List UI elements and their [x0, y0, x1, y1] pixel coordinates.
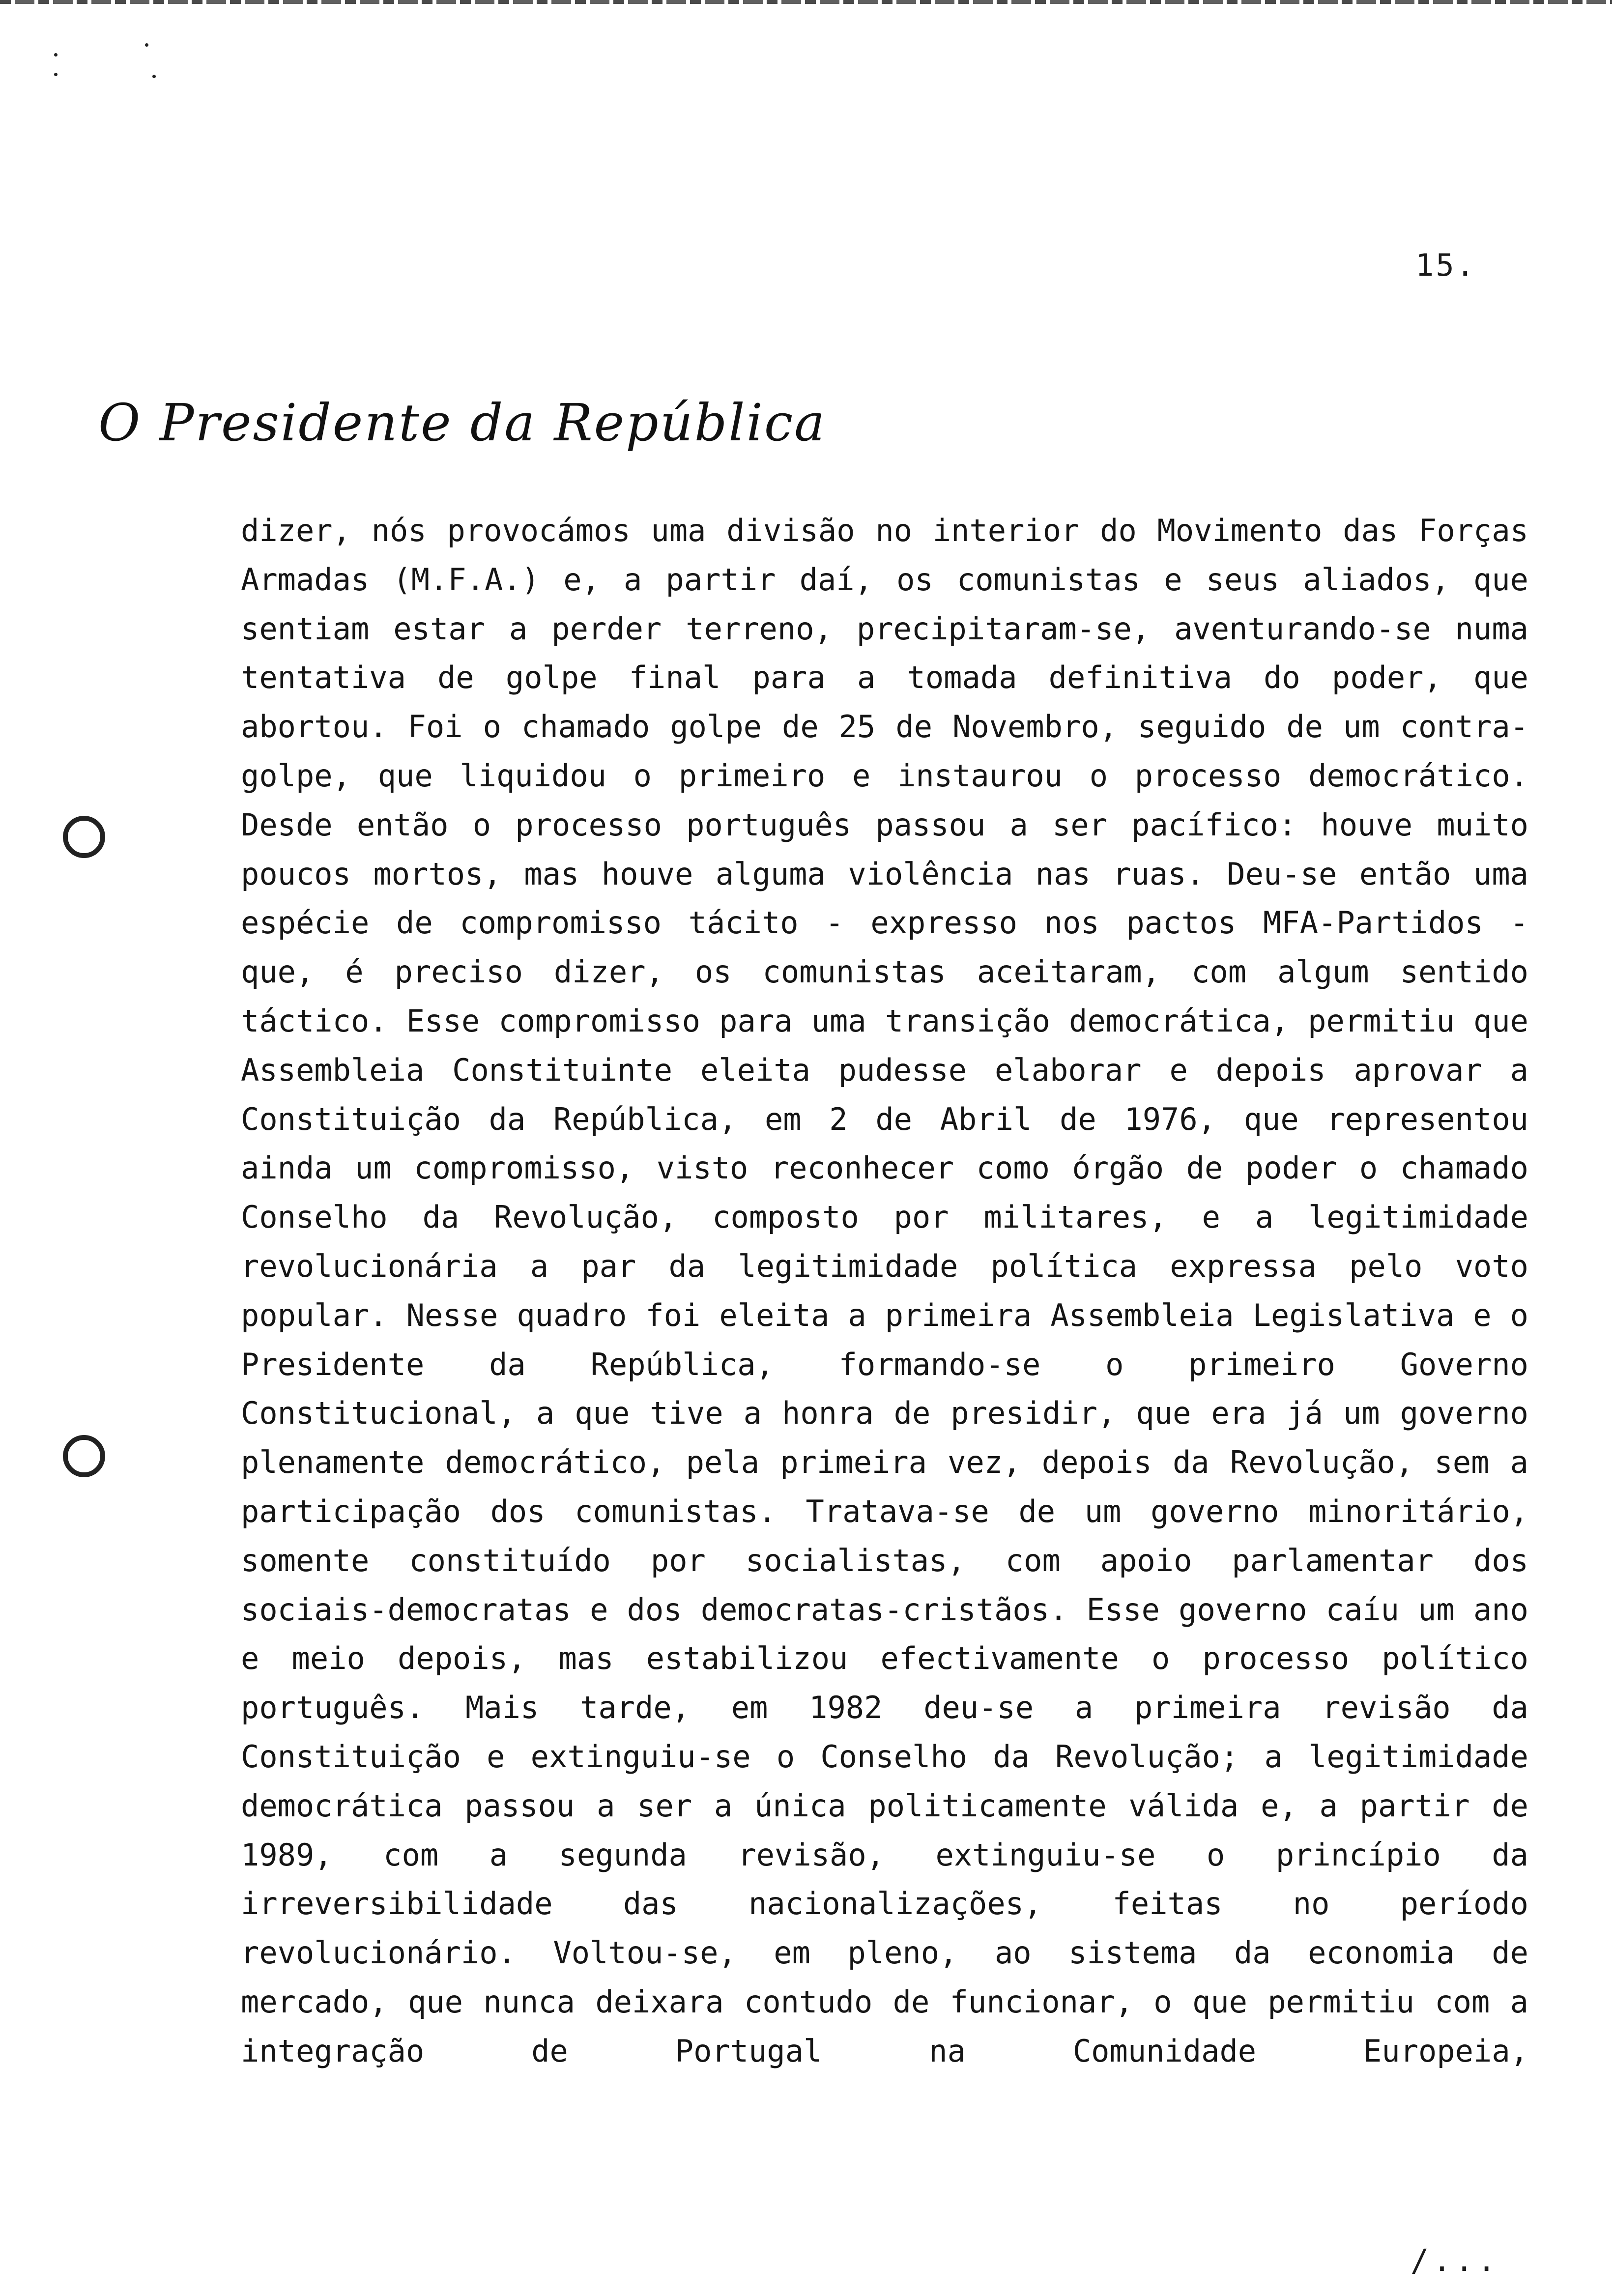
scan-speck — [54, 53, 58, 57]
page-number: 15. — [1415, 247, 1476, 283]
body-paragraph: dizer, nós provocámos uma divisão no interior do Movimento das Forças Armadas (M.F.A.) e, a partir daí, os comunistas e seus aliados, que sentiam estar a perder terreno, precipitaram-se, aventurando-se numa tentativa de golpe final para a tomada definitiva do poder, que abortou. Foi o chamado golpe de 25 de Novembro, seguido de um contra-golpe, que liquidou o primeiro e instaurou o processo democrático. Desde então o processo português passou a ser pacífico: houve muito poucos mortos, mas houve alguma violência nas ruas. Deu-se então uma espécie de compromisso tácito - expresso nos pactos MFA-Partidos - que, é preciso dizer, os comunistas aceitaram, com algum sentido táctico. Esse compromisso para uma transição democrática, permitiu que Assembleia Constituinte eleita pudesse elaborar e depois aprovar a Constituição da República, em 2 de Abril de 1976, que representou ainda um compromisso, visto reconhecer como órgão de poder o chamado Conselho da Revolução, composto por militares, e a legitimidade revolucionária a par da legitimidade política expressa pelo voto popular. Nesse quadro foi eleita a primeira Assembleia Legislativa e o Presidente da República, formando-se o primeiro Governo Constitucional, a que tive a honra de presidir, que era já um governo plenamente democrático, pela primeira vez, depois da Revolução, sem a participação dos comunistas. Tratava-se de um governo minoritário, somente constituído por socialistas, com apoio parlamentar dos sociais-democratas e dos democratas-cristãos. Esse governo caíu um ano e meio depois, mas estabilizou efectivamente o processo político português. Mais tarde, em 1982 deu-se a primeira revisão da Constituição e extinguiu-se o Conselho da Revolução; a legitimidade democrática passou a ser a única politicamente válida e, a partir de 1989, com a segunda revisão, extinguiu-se o princípio da irreversibilidade das nacionalizações, feitas no período revolucionário. Voltou-se, em pleno, ao sistema da economia de mercado, que nunca deixara contudo de funcionar, o que permitiu com a integração de Portugal na Comunidade Europeia, — [241, 513, 1528, 2069]
letterhead-title: O Presidente da República — [98, 393, 827, 453]
scan-top-edge — [0, 0, 1612, 4]
scan-speck — [152, 75, 156, 78]
continuation-mark: /... — [1410, 2242, 1500, 2278]
scan-speck — [145, 43, 148, 47]
punch-hole-icon — [63, 816, 105, 858]
punch-hole-icon — [63, 1435, 105, 1477]
scan-speck — [54, 73, 58, 76]
